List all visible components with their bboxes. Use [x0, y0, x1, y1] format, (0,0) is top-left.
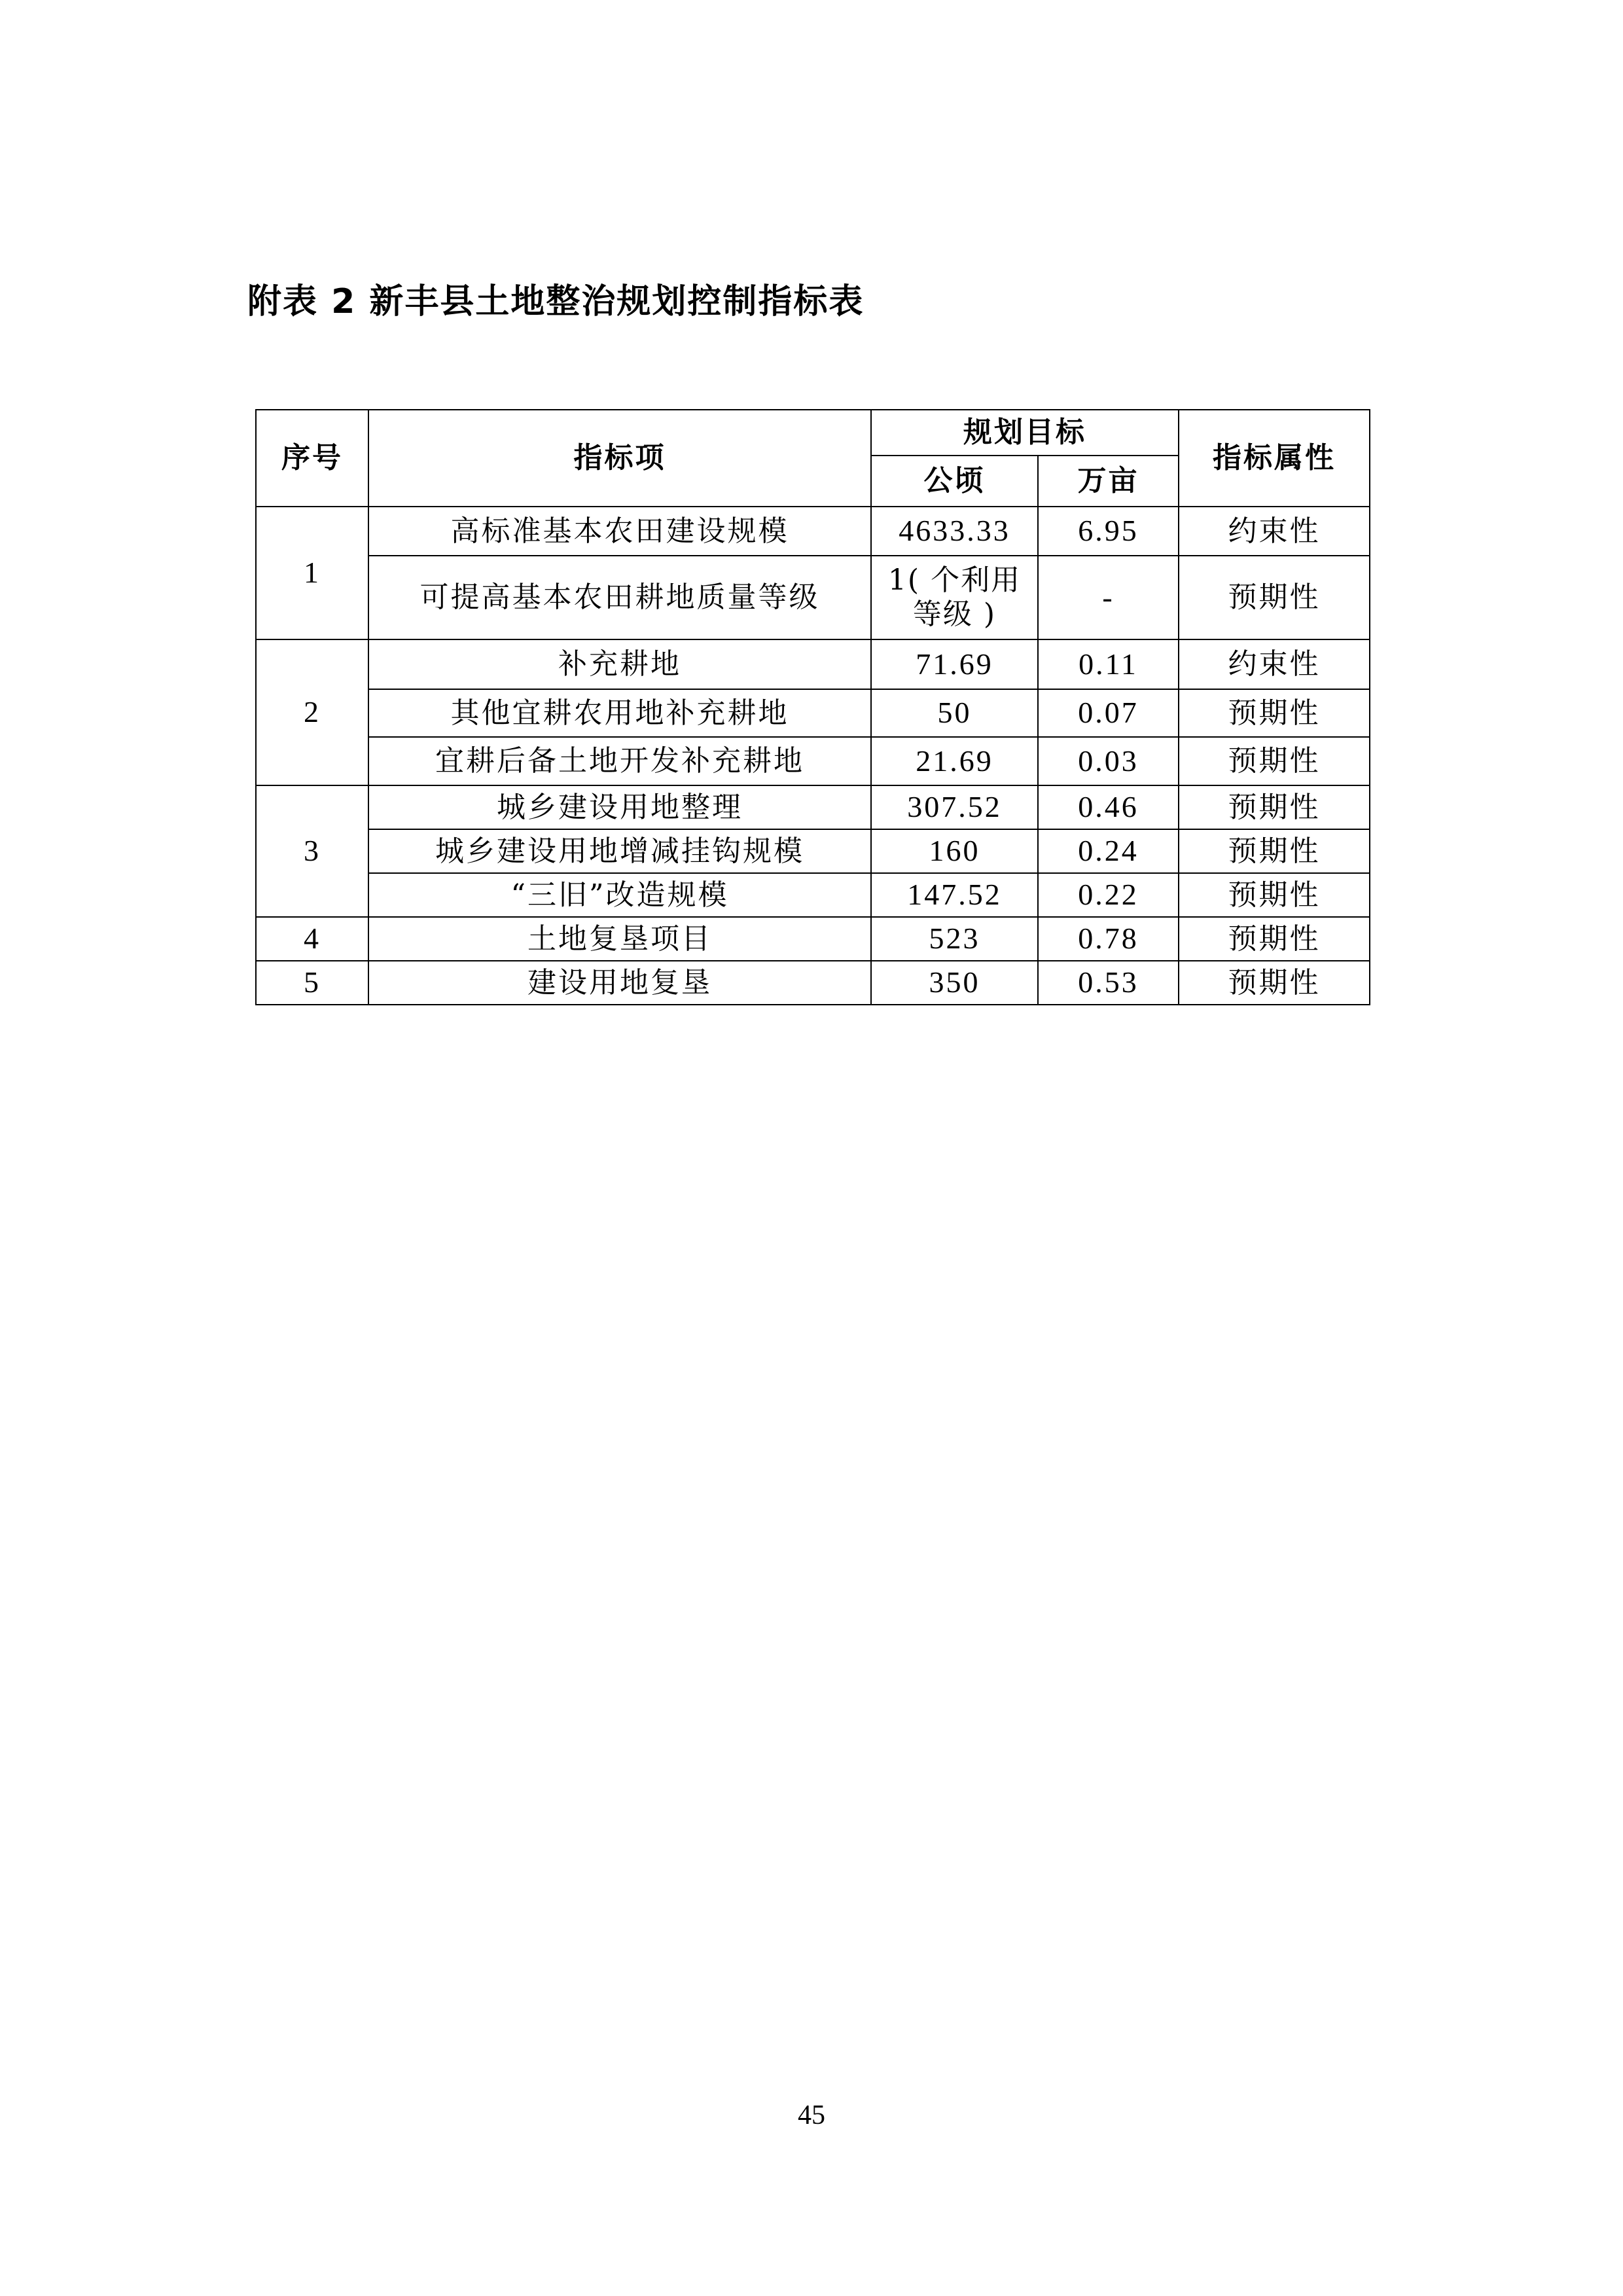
table-row — [256, 556, 1370, 639]
hectare-cell: 1( 个利用等级 ) — [871, 556, 1038, 639]
indicator-cell: 可提高基本农田耕地质量等级 — [368, 556, 871, 639]
attribute-cell: 约束性 — [1179, 639, 1370, 689]
mu-cell: 0.07 — [1038, 689, 1179, 737]
seq-cell: 4 — [256, 917, 368, 961]
seq-cell: 1 — [256, 507, 368, 639]
hectare-cell: 21.69 — [871, 737, 1038, 785]
attribute-cell: 预期性 — [1179, 556, 1370, 639]
seq-cell: 5 — [256, 961, 368, 1005]
hectare-cell: 160 — [871, 829, 1038, 873]
mu-cell: 0.53 — [1038, 961, 1179, 1005]
hectare-cell: 147.52 — [871, 873, 1038, 917]
attribute-cell: 预期性 — [1179, 917, 1370, 961]
seq-cell: 3 — [256, 785, 368, 917]
mu-cell: 0.46 — [1038, 785, 1179, 829]
mu-cell: 0.24 — [1038, 829, 1179, 873]
attribute-cell: 预期性 — [1179, 737, 1370, 785]
header-attribute: 指标属性 — [1179, 410, 1370, 507]
page-number: 45 — [798, 2100, 825, 2130]
hectare-cell: 50 — [871, 689, 1038, 737]
mu-cell: - — [1038, 556, 1179, 639]
indicator-cell: 宜耕后备土地开发补充耕地 — [368, 737, 871, 785]
table-row — [256, 829, 1370, 873]
header-unit-mu: 万亩 — [1038, 456, 1179, 507]
hectare-cell: 307.52 — [871, 785, 1038, 829]
indicator-cell: 高标准基本农田建设规模 — [368, 507, 871, 556]
mu-cell: 0.78 — [1038, 917, 1179, 961]
header-target: 规划目标 — [871, 410, 1179, 456]
attribute-cell: 预期性 — [1179, 829, 1370, 873]
attribute-cell: 预期性 — [1179, 785, 1370, 829]
table-row — [256, 917, 1370, 961]
indicator-cell: 城乡建设用地增减挂钩规模 — [368, 829, 871, 873]
seq-cell: 2 — [256, 639, 368, 785]
indicator-table — [255, 409, 1370, 1005]
attribute-cell: 预期性 — [1179, 873, 1370, 917]
table-row — [256, 639, 1370, 689]
hectare-cell: 350 — [871, 961, 1038, 1005]
attribute-cell: 预期性 — [1179, 689, 1370, 737]
table-row — [256, 689, 1370, 737]
indicator-cell: 补充耕地 — [368, 639, 871, 689]
indicator-cell: “三旧”改造规模 — [368, 873, 871, 917]
header-seq: 序号 — [256, 410, 368, 507]
table-row — [256, 873, 1370, 917]
header-indicator: 指标项 — [368, 410, 871, 507]
indicator-cell: 其他宜耕农用地补充耕地 — [368, 689, 871, 737]
attribute-cell: 约束性 — [1179, 507, 1370, 556]
hectare-cell: 71.69 — [871, 639, 1038, 689]
hectare-cell: 4633.33 — [871, 507, 1038, 556]
table-row — [256, 507, 1370, 556]
header-unit-ha: 公顷 — [871, 456, 1038, 507]
table-row — [256, 961, 1370, 1005]
table-row — [256, 737, 1370, 785]
mu-cell: 0.03 — [1038, 737, 1179, 785]
mu-cell: 0.11 — [1038, 639, 1179, 689]
page-title: 附表 2 新丰县土地整治规划控制指标表 — [247, 282, 865, 321]
hectare-cell: 523 — [871, 917, 1038, 961]
indicator-cell: 土地复垦项目 — [368, 917, 871, 961]
attribute-cell: 预期性 — [1179, 961, 1370, 1005]
indicator-cell: 建设用地复垦 — [368, 961, 871, 1005]
table-row — [256, 785, 1370, 829]
mu-cell: 6.95 — [1038, 507, 1179, 556]
mu-cell: 0.22 — [1038, 873, 1179, 917]
indicator-cell: 城乡建设用地整理 — [368, 785, 871, 829]
